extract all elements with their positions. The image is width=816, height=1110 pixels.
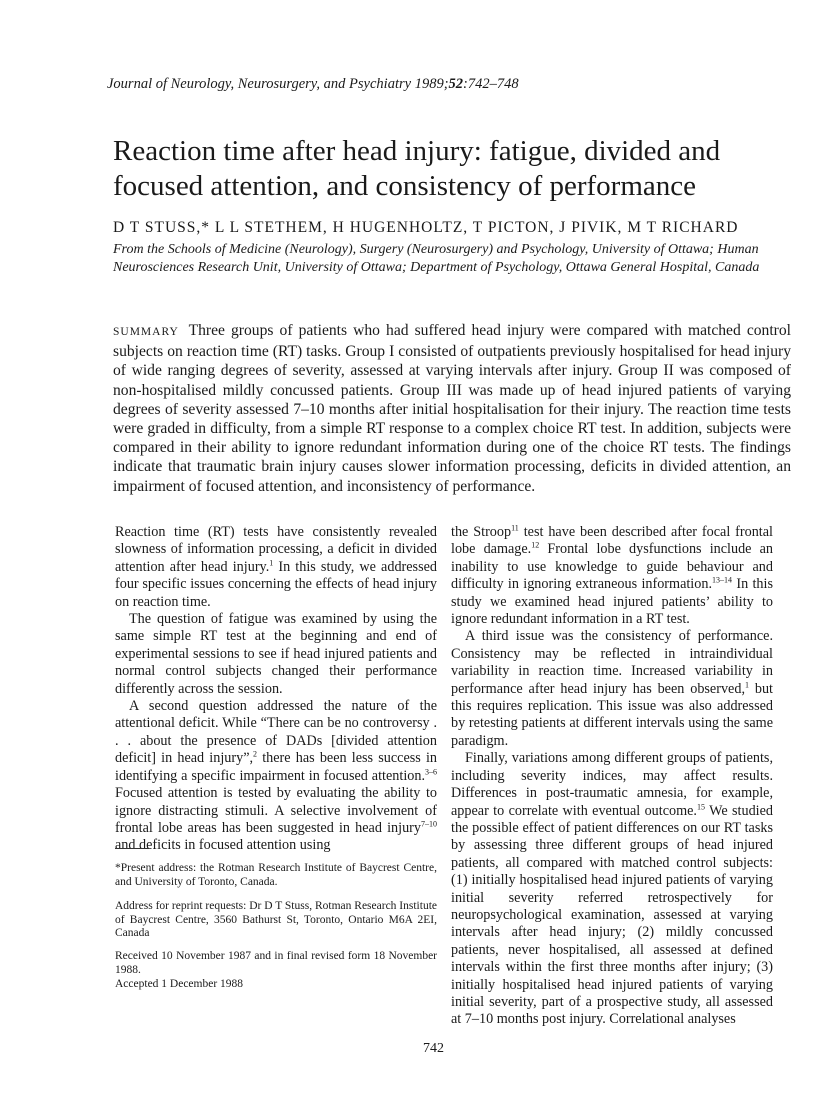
- journal-pages: :742–748: [463, 76, 519, 92]
- journal-volume: 52: [448, 76, 464, 92]
- footnote-accepted: Accepted 1 December 1988: [115, 978, 244, 990]
- reference-marker: 13–14: [712, 575, 732, 585]
- reference-marker: 3–6: [425, 766, 437, 776]
- summary: [113, 321, 791, 496]
- footnote-reprints: Address for reprint requests: Dr D T Stuss, Rotman Research Institute of Baycrest Centre, 3560 Bathurst St, Toronto, Ontario M6A 2EI, Canada: [115, 900, 437, 939]
- footnote-received: Received 10 November 1987 and in final revised form 18 November 1988.: [115, 950, 437, 976]
- reference-marker: 1: [269, 558, 274, 568]
- body-paragraph: Reaction time (RT) tests have consistently revealed slowness of information processing, a deficit in divided attention after head injury.$^1$ In this study, we addressed four specific issues concerning the effects of head injury on reaction time.: [115, 524, 437, 610]
- summary-label: SUMMARY: [113, 326, 179, 338]
- body-paragraph: the Stroop$^{11}$ test have been described after focal frontal lobe damage.$^{12}$ Frontal lobe dysfunctions include an inability to use knowledge to guide behaviour and difficulty in ignoring extraneous information.$^{13-14}$ In this study we examined head injured patients’ ability to ignore redundant information in a RT test.: [451, 523, 773, 628]
- journal-name: Journal of Neurology, Neurosurgery, and Psychiatry 1989;: [107, 76, 449, 92]
- article-title: Reaction time after head injury: fatigue, divided and focused attention, and consistency of performance: [113, 135, 721, 202]
- reference-marker: 12: [531, 540, 540, 550]
- body-paragraph: The question of fatigue was examined by using the same simple RT test at the beginning and end of experimental sessions to see if head injured patients and normal control subjects changed their performance differently across the session.: [115, 611, 437, 697]
- body-column-left: [115, 524, 437, 855]
- reference-marker: 15: [696, 801, 705, 811]
- body-paragraph: A third issue was the consistency of performance. Consistency may be reflected in intraindividual variability in reaction time. Increased variability in performance after head injury has been observed,$^1$ but this requires replication. This issue was also addressed by retesting patients at different intervals using the same paradigm.: [451, 628, 773, 749]
- journal-citation: [107, 76, 519, 93]
- footnote-rule: [115, 848, 149, 849]
- body-column-right: [451, 524, 773, 1029]
- reference-marker: 1: [745, 679, 749, 689]
- body-paragraph: Finally, variations among different groups of patients, including severity indices, may affect results. Differences in post-traumatic amnesia, for example, appear to correlate with eventual outcome.$^{15}$ We studied the possible effect of patient differences on our RT tasks by assessing three different groups of head injured patients, all compared with matched control subjects: (1) initially hospitalised head injured patients of varying initial severity referred retrospectively for neuropsychological examination, assessed at varying intervals after head injury; (2) mildly concussed patients, never hospitalised, all assessed at defined intervals within the first three months after injury; (3) initially hospitalised head injured patients of varying initial severity, part of a prospective study, all assessed at 7–10 months post injury. Correlational analyses: [451, 750, 773, 1028]
- reference-marker: 7–10: [421, 819, 437, 829]
- reference-marker: 2: [253, 749, 258, 759]
- author-list: D T STUSS,* L L STETHEM, H HUGENHOLTZ, T PICTON, J PIVIK, M T RICHARD: [113, 219, 739, 236]
- page-number: 742: [423, 1041, 444, 1056]
- summary-text: Three groups of patients who had suffered head injury were compared with matched control subjects on reaction time (RT) tasks. Group I consisted of outpatients previously hospitalised for head injury of wide ranging degrees of severity, assessed at varying intervals after injury. Group II was composed of non-hospitalised mildly concussed patients. Group III was made up of head injured patients of varying degrees of severity assessed 7–10 months after initial hospitalisation for their injury. The reaction time tests were graded in difficulty, from a simple RT response to a complex choice RT test. In addition, subjects were compared in their ability to ignore redundant information during one of the choice RT tests. The findings indicate that traumatic brain injury causes slower information processing, deficits in divided attention, an impairment of focused attention, and inconsistency of performance.: [113, 322, 791, 495]
- body-paragraph: A second question addressed the nature of the attentional deficit. While “There can be no controversy . . . about the presence of DADs [divided attention deficit] in head injury”,$^2$ there has been less success in identifying a specific impairment in focused attention.$^{3-6}$ Focused attention is tested by evaluating the ability to ignore distracting stimuli. A selective involvement of frontal lobe areas has been suggested in head injury$^{7-10}$ and deficits in focused attention using: [115, 698, 438, 854]
- footnote-present-address: *Present address: the Rotman Research Institute of Baycrest Centre, and University of Toronto, Canada.: [115, 862, 437, 888]
- reference-marker: 11: [511, 523, 519, 533]
- affiliation: From the Schools of Medicine (Neurology), Surgery (Neurosurgery) and Psychology, University of Ottawa; Human Neurosciences Research Unit, University of Ottawa; Department of Psychology, Ottawa General Hospital, Canada: [113, 242, 760, 275]
